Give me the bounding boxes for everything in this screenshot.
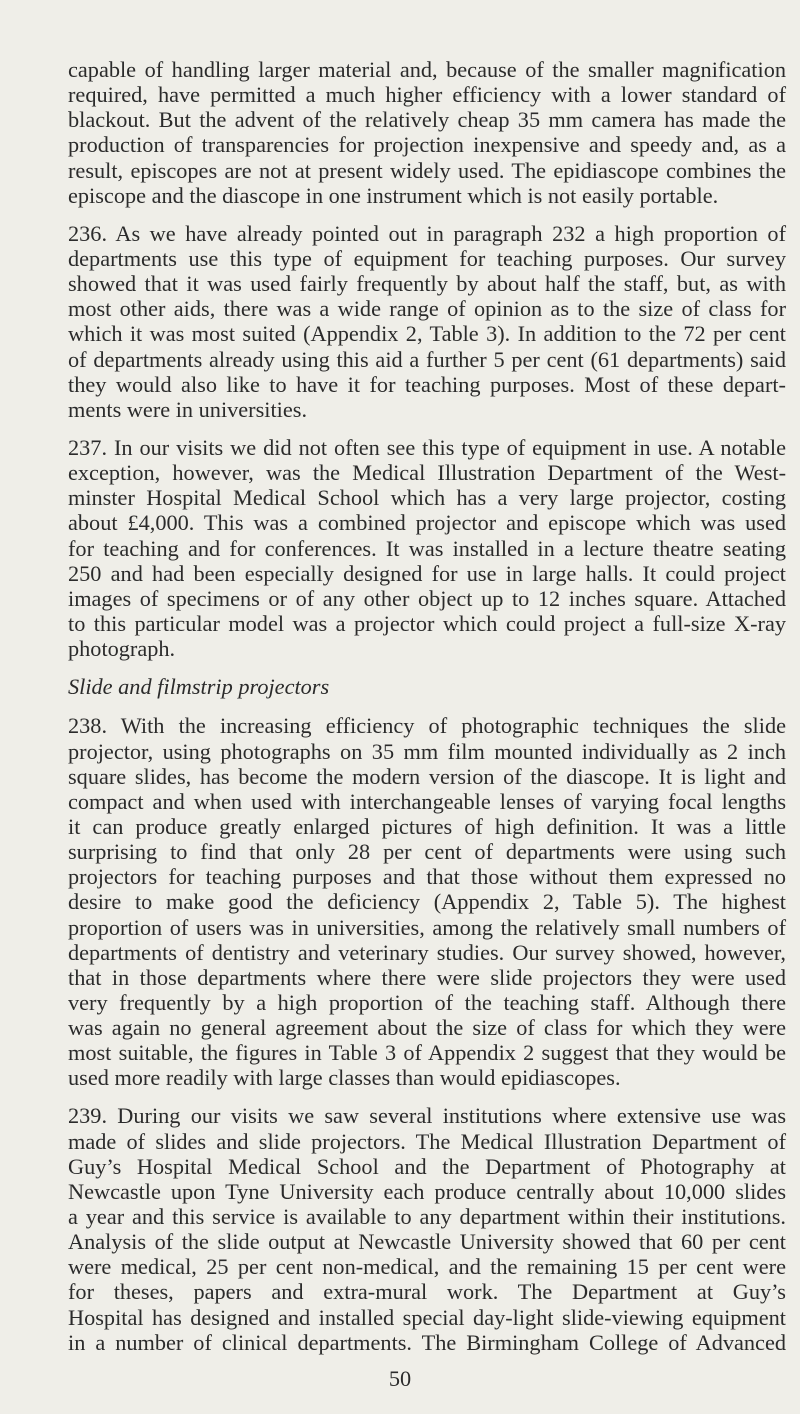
text-line: square slides, has become the modern version of the diascope. It is light and [68, 763, 786, 789]
text-line: most other aids, there was a wide range of opinion as to the size of class for [68, 296, 786, 322]
paragraph [68, 1103, 786, 1354]
text-line: compact and when used with interchangeable lenses of varying focal lengths [68, 788, 786, 814]
text-line: desire to make good the deficiency (Appendix 2, Table 5). The highest [68, 889, 786, 915]
text-line: required, have permitted a much higher efficiency with a lower standard of [68, 82, 786, 108]
text-line: Analysis of the slide output at Newcastle University showed that 60 per cent [68, 1229, 786, 1255]
section-paragraphs [68, 57, 786, 661]
section-heading: Slide and filmstrip projectors [68, 674, 330, 700]
paragraph [68, 57, 786, 208]
text-line: a year and this service is available to any department within their institutions. [68, 1204, 786, 1230]
paragraph [68, 713, 786, 1090]
section-paragraphs-2 [68, 713, 786, 1355]
text-line: minster Hospital Medical School which has a very large projector, costing [68, 485, 786, 511]
text-line: blackout. But the advent of the relatively cheap 35 mm camera has made the [68, 107, 786, 133]
text-line: showed that it was used fairly frequently by about half the staff, but, as with [68, 271, 786, 297]
text-line: photograph. [68, 636, 176, 662]
page-number: 50 [388, 1366, 412, 1391]
document-page [68, 57, 786, 1368]
text-line: images of specimens or of any other object up to 12 inches square. Attached [68, 585, 786, 611]
text-line: it can produce greatly enlarged pictures of high definition. It was a little [68, 813, 786, 839]
text-line: was again no general agreement about the size of class for which they were [68, 1015, 786, 1041]
text-line: 236. As we have already pointed out in paragraph 232 a high proportion of [68, 220, 786, 246]
text-line: Newcastle upon Tyne University each produce centrally about 10,000 slides [68, 1178, 786, 1204]
text-line: to this particular model was a projector which could project a full-size X-ray [68, 610, 786, 636]
text-line: Hospital has designed and installed special day-light slide-viewing equipment [68, 1304, 786, 1330]
text-line: for teaching and for conferences. It was installed in a lecture theatre seating [68, 535, 786, 561]
text-line: they would also like to have it for teaching purposes. Most of these depart- [68, 371, 786, 397]
text-line: 239. During our visits we saw several institutions where extensive use was [68, 1103, 786, 1129]
text-line: proportion of users was in universities, among the relatively small numbers of [68, 914, 786, 940]
text-line: 250 and had been especially designed for use in large halls. It could project [68, 560, 786, 586]
text-line: result, episcopes are not at present widely used. The epidiascope combines the [68, 157, 786, 183]
text-line: were medical, 25 per cent non-medical, and the remaining 15 per cent were [68, 1254, 786, 1280]
text-line: departments of dentistry and veterinary studies. Our survey showed, however, [68, 939, 786, 965]
text-line: most suitable, the figures in Table 3 of Appendix 2 suggest that they would be [68, 1040, 786, 1066]
text-line: 237. In our visits we did not often see this type of equipment in use. A notable [68, 434, 786, 460]
text-line: production of transparencies for projection inexpensive and speedy and, as a [68, 132, 786, 158]
text-line: episcope and the diascope in one instrument which is not easily portable. [68, 182, 719, 208]
paragraph [68, 435, 786, 661]
text-line: projectors for teaching purposes and that those without them expressed no [68, 864, 786, 890]
text-line: capable of handling larger material and, because of the smaller magnification [68, 57, 786, 82]
text-line: made of slides and slide projectors. The Medical Illustration Department of [68, 1128, 786, 1154]
text-line: that in those departments where there were slide projectors they were used [68, 964, 786, 990]
text-line: about £4,000. This was a combined projector and episcope which was used [68, 510, 786, 536]
text-line: used more readily with large classes than would epidiascopes. [68, 1065, 621, 1091]
text-line: exception, however, was the Medical Illustration Department of the West- [68, 460, 786, 486]
text-line: surprising to find that only 28 per cent of departments were using such [68, 839, 786, 865]
text-line: ments were in universities. [68, 396, 308, 422]
text-line: Guy’s Hospital Medical School and the Department of Photography at [68, 1153, 786, 1179]
text-line: for theses, papers and extra-mural work. The Department at Guy’s [68, 1279, 786, 1305]
paragraph [68, 221, 786, 422]
text-line: which it was most suited (Appendix 2, Table 3). In addition to the 72 per cent [68, 321, 786, 347]
text-line: 238. With the increasing efficiency of photographic techniques the slide [68, 713, 786, 739]
text-line: in a number of clinical departments. The Birmingham College of Advanced [68, 1329, 786, 1355]
text-line: projector, using photographs on 35 mm film mounted individually as 2 inch [68, 738, 786, 764]
text-line: of departments already using this aid a further 5 per cent (61 departments) said [68, 346, 786, 372]
text-line: very frequently by a high proportion of the teaching staff. Although there [68, 989, 786, 1015]
text-line: departments use this type of equipment for teaching purposes. Our survey [68, 245, 786, 271]
